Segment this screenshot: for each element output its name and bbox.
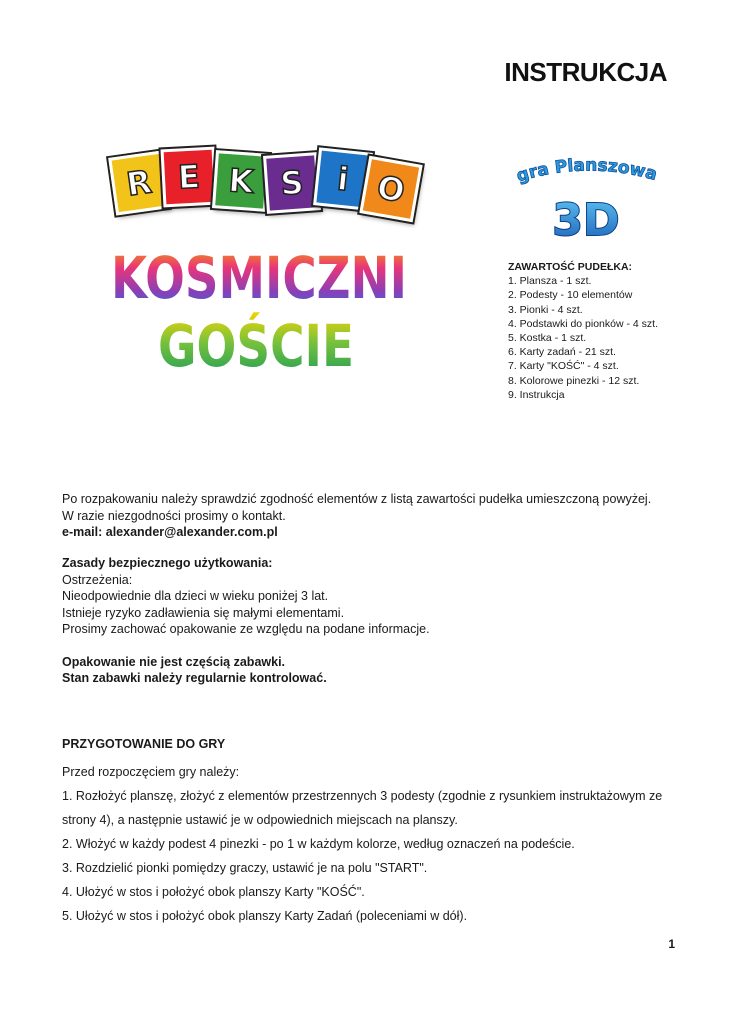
logo-gra-planszowa-text: gra Planszowa	[514, 157, 660, 187]
logo-3d-text: 3D	[552, 195, 620, 246]
list-item: 5. Kostka - 1 szt.	[508, 332, 587, 345]
intro-line: Po rozpakowaniu należy sprawdzić zgodność elementów z listą zawartości pudełka umieszczoną powyżej.	[62, 492, 652, 506]
list-item: 7. Karty "KOŚĆ" - 4 szt.	[508, 360, 619, 373]
logo-letter-o: O	[359, 156, 422, 222]
safety-bold-note: Stan zabawki należy regularnie kontrolować.	[62, 671, 327, 685]
preparation-step: 1. Rozłożyć planszę, złożyć z elementów przestrzennych 3 podesty (zgodnie z rysunkiem instruktażowym ze	[62, 789, 663, 803]
reksio-logo	[102, 140, 412, 220]
page-title: INSTRUKCJA	[504, 57, 667, 87]
list-item: 3. Pionki - 4 szt.	[508, 303, 583, 316]
preparation-step: 3. Rozdzielić pionki pomiędzy graczy, ustawić je na polu "START".	[62, 861, 428, 875]
gra-planszowa-3d-logo	[498, 157, 674, 247]
kosmiczni-goscie-logo	[104, 236, 414, 386]
logo-letter-s: S	[263, 152, 321, 214]
list-item: 1. Plansza - 1 szt.	[508, 275, 592, 288]
list-item: 9. Instrukcja	[508, 388, 565, 401]
list-item: 6. Karty zadań - 21 szt.	[508, 346, 616, 359]
logo-letter-e: E	[161, 147, 218, 208]
box-contents-heading: ZAWARTOŚĆ PUDEŁKA:	[508, 261, 633, 273]
svg-text:gra Planszowa	[514, 157, 659, 187]
preparation-step: 4. Ułożyć w stos i położyć obok planszy Karty "KOŚĆ".	[62, 885, 365, 899]
safety-bold-note: Opakowanie nie jest częścią zabawki.	[62, 654, 286, 669]
page-number: 1	[668, 937, 675, 951]
safety-heading: Zasady bezpiecznego użytkowania:	[62, 556, 273, 570]
safety-section	[62, 555, 430, 687]
preparation-step: 2. Włożyć w każdy podest 4 pinezki - po 1 w każdym kolorze, według oznaczeń na podeście.	[62, 837, 575, 851]
preparation-heading: PRZYGOTOWANIE DO GRY	[62, 737, 226, 751]
logo-goscie-text: GOŚCIE	[158, 312, 401, 380]
logo-letter-r: R	[108, 151, 170, 216]
intro-line: W razie niezgodności prosimy o kontakt.	[62, 508, 286, 523]
logo-kosmiczni-text: KOSMICZNI	[111, 244, 407, 312]
preparation-step: 5. Ułożyć w stos i położyć obok planszy Karty Zadań (poleceniami w dół).	[62, 909, 468, 923]
preparation-section	[62, 737, 662, 928]
safety-line: Nieodpowiednie dla dzieci w wieku poniżej 3 lat.	[62, 589, 329, 603]
preparation-step: strony 4), a następnie ustawić je w odpowiednich miejscach na planszy.	[62, 813, 458, 827]
list-item: 4. Podstawki do pionków - 4 szt.	[508, 317, 658, 330]
safety-line: Ostrzeżenia:	[62, 572, 133, 587]
intro-paragraph	[62, 491, 651, 541]
logo-letter-k: K	[212, 150, 270, 212]
preparation-intro: Przed rozpoczęciem gry należy:	[62, 765, 240, 779]
box-contents-list	[508, 260, 658, 402]
contact-email: e-mail: alexander@alexander.com.pl	[62, 525, 278, 539]
list-item: 8. Kolorowe pinezki - 12 szt.	[508, 374, 640, 387]
safety-line: Prosimy zachować opakowanie ze względu na podane informacje.	[62, 622, 430, 636]
list-item: 2. Podesty - 10 elementów	[508, 289, 633, 302]
logo-letter-i: i	[313, 147, 373, 210]
safety-line: Istnieje ryzyko zadławienia się małymi elementami.	[62, 605, 345, 620]
